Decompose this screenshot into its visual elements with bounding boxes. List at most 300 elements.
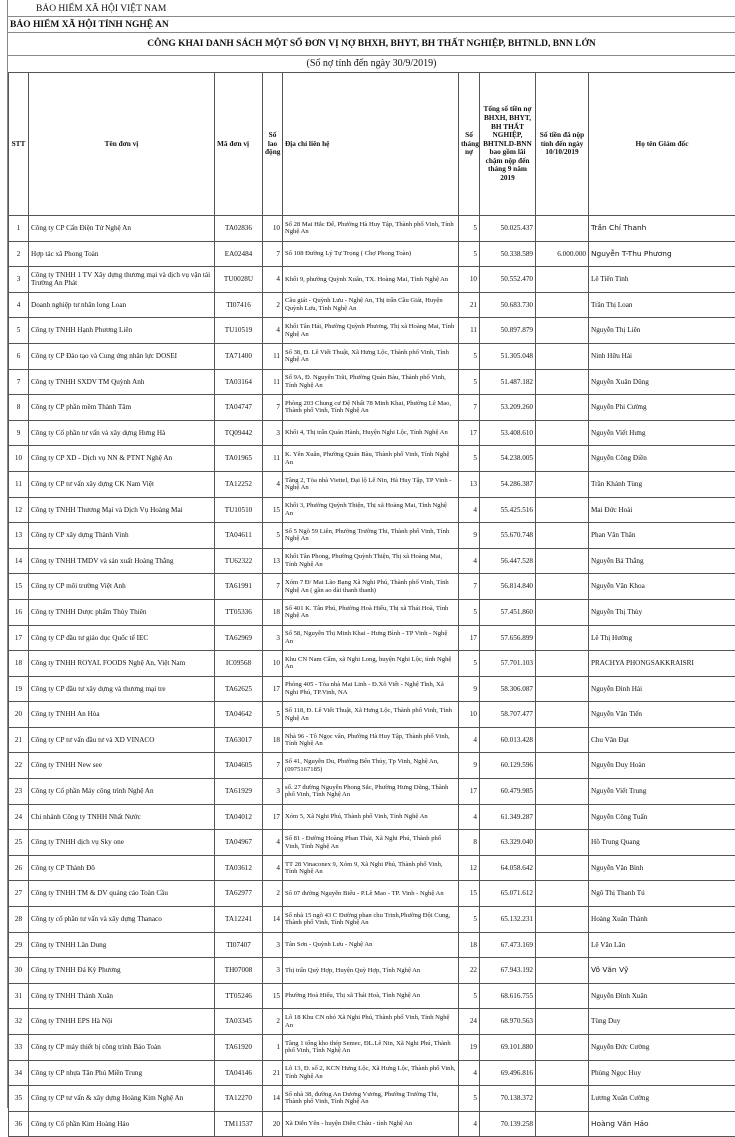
col-header-director: Họ tên Giám đốc xyxy=(589,73,735,216)
table-row xyxy=(9,1035,735,1061)
cell-name: Công ty CP môi trường Việt Anh xyxy=(29,574,215,600)
cell-name: Công ty TNHH EPS Hà Nội xyxy=(29,1009,215,1035)
cell-stt: 32 xyxy=(9,1009,29,1035)
col-header-address: Địa chỉ liên hệ xyxy=(283,73,459,216)
cell-total: 56.447.528 xyxy=(480,548,536,574)
cell-workers: 4 xyxy=(263,267,283,293)
cell-workers: 11 xyxy=(263,446,283,472)
cell-address[interactable]: Số 41, Nguyễn Du, Phường Bến Thủy, Tp Vinh, Nghệ An, (0975167185) xyxy=(283,753,459,779)
cell-code: TA02836 xyxy=(215,216,263,242)
cell-workers: 14 xyxy=(263,907,283,933)
org-line-2: BẢO HIỂM XÃ HỘI TỈNH NGHỆ AN xyxy=(8,17,735,33)
table-row xyxy=(9,1060,735,1086)
table-row xyxy=(9,1086,735,1112)
cell-stt: 11 xyxy=(9,471,29,497)
cell-name: Công ty Cổ phần tư vấn và xây dựng Hưng Hà xyxy=(29,420,215,446)
cell-name: Công ty CP tư vấn đầu tư và XD VINACO xyxy=(29,727,215,753)
cell-stt: 31 xyxy=(9,983,29,1009)
cell-total: 50.683.730 xyxy=(480,292,536,318)
cell-months: 8 xyxy=(459,830,480,856)
cell-address: Số 07 đường Nguyễn Biểu - P.Lê Mao - TP. Vinh - Nghệ An xyxy=(283,881,459,907)
table-row xyxy=(9,1009,735,1035)
cell-address: Tầng 2, Tòa nhà Viettel, Đại lộ Lê Nin, Hà Huy Tập, TP Vinh - Nghệ An xyxy=(283,471,459,497)
cell-stt: 23 xyxy=(9,779,29,805)
table-row xyxy=(9,983,735,1009)
cell-paid xyxy=(536,523,589,549)
cell-address: Khối Tân Phong, Phường Quỳnh Thiện, Thị xã Hoàng Mai, Tỉnh Nghệ An xyxy=(283,548,459,574)
cell-stt: 13 xyxy=(9,523,29,549)
cell-months: 4 xyxy=(459,727,480,753)
cell-paid xyxy=(536,548,589,574)
cell-paid xyxy=(536,574,589,600)
cell-director: Nguyễn Công Điền xyxy=(589,446,735,472)
debt-table xyxy=(8,72,735,1137)
cell-paid xyxy=(536,727,589,753)
cell-total: 68.970.563 xyxy=(480,1009,536,1035)
cell-code: TA12252 xyxy=(215,471,263,497)
cell-stt: 27 xyxy=(9,881,29,907)
cell-months: 5 xyxy=(459,446,480,472)
cell-total: 50.025.437 xyxy=(480,216,536,242)
cell-director: Lương Xuân Cường xyxy=(589,1086,735,1112)
cell-name: Công ty TNHH TMDV và sản xuất Hoàng Thắng xyxy=(29,548,215,574)
cell-total: 54.286.387 xyxy=(480,471,536,497)
cell-months: 17 xyxy=(459,420,480,446)
col-header-total: Tổng số tiền nợ BHXH, BHYT, BH THẤT NGHIỆP, BHTNLD-BNN bao gồm lãi chậm nộp đến tháng 9 năm 2019 xyxy=(480,73,536,216)
cell-code: TI07416 xyxy=(215,292,263,318)
cell-workers: 7 xyxy=(263,574,283,600)
cell-code: TT05246 xyxy=(215,983,263,1009)
cell-address: Số 38, Đ. Lê Viết Thuật, Xã Hưng Lộc, Thành phố Vinh, Tỉnh Nghệ An xyxy=(283,343,459,369)
cell-total: 51.305.048 xyxy=(480,343,536,369)
cell-director: Nguyễn Duy Hoàn xyxy=(589,753,735,779)
cell-total: 69.101.880 xyxy=(480,1035,536,1061)
table-row xyxy=(9,727,735,753)
cell-address: Số 58, Nguyễn Thị Minh Khai - Hưng Bình - TP Vinh - Nghệ An xyxy=(283,625,459,651)
cell-code: TA71400 xyxy=(215,343,263,369)
cell-stt: 4 xyxy=(9,292,29,318)
cell-address: Tầng 1 tổng kho thép Semec, ĐL.Lê Nin, Xã Nghi Phú, Thành phố Vinh, Tỉnh Nghệ An xyxy=(283,1035,459,1061)
table-row xyxy=(9,318,735,344)
cell-name: Công ty TNHH 1 TV Xây dựng thương mại và dịch vụ vận tải Trường An Phát xyxy=(29,267,215,293)
cell-address: Xã Diễn Yên - huyện Diễn Châu - tỉnh Nghệ An xyxy=(283,1111,459,1137)
cell-months: 15 xyxy=(459,881,480,907)
cell-name: Công ty TNHH New see xyxy=(29,753,215,779)
cell-name: Công ty TNHH Dược phẩm Thùy Thiên xyxy=(29,599,215,625)
cell-stt: 5 xyxy=(9,318,29,344)
table-row xyxy=(9,779,735,805)
cell-months: 5 xyxy=(459,983,480,1009)
col-header-workers: Số lao động xyxy=(263,73,283,216)
cell-stt: 10 xyxy=(9,446,29,472)
cell-code: EA02484 xyxy=(215,241,263,267)
cell-workers: 4 xyxy=(263,471,283,497)
cell-director: Mai Đức Hoài xyxy=(589,497,735,523)
cell-paid xyxy=(536,292,589,318)
cell-paid xyxy=(536,395,589,421)
cell-director: Lê Thị Hường xyxy=(589,625,735,651)
cell-months: 4 xyxy=(459,497,480,523)
cell-paid xyxy=(536,779,589,805)
cell-months: 5 xyxy=(459,1086,480,1112)
cell-workers: 18 xyxy=(263,599,283,625)
cell-address: Lô 13, Đ. số 2, KCN Hưng Lộc, Xã Hưng Lộc, Thành phố Vinh, Tỉnh Nghệ An xyxy=(283,1060,459,1086)
cell-months: 9 xyxy=(459,753,480,779)
cell-director: Ninh Hữu Hải xyxy=(589,343,735,369)
cell-months: 5 xyxy=(459,599,480,625)
cell-address: Số 28 Mai Hắc Đế, Phường Hà Huy Tập, Thành phố Vinh, Tỉnh Nghệ An xyxy=(283,216,459,242)
cell-workers: 3 xyxy=(263,420,283,446)
cell-workers: 1 xyxy=(263,1035,283,1061)
cell-total: 60.479.985 xyxy=(480,779,536,805)
cell-director: Nguyễn Đình Xuân xyxy=(589,983,735,1009)
cell-code: TA61991 xyxy=(215,574,263,600)
cell-address: Nhà 96 - Tô Ngọc vân, Phường Hà Huy Tập, Thành phố Vinh, Tỉnh Nghệ An xyxy=(283,727,459,753)
cell-code: TM11537 xyxy=(215,1111,263,1137)
cell-name: Hợp tác xã Phong Toàn xyxy=(29,241,215,267)
cell-name: Công ty CP tư vấn & xây dựng Hoàng Kim Nghệ An xyxy=(29,1086,215,1112)
cell-address: Khối Tân Hải, Phường Quỳnh Phương, Thị xã Hoàng Mai, Tỉnh Nghệ An xyxy=(283,318,459,344)
cell-paid xyxy=(536,958,589,984)
table-row xyxy=(9,804,735,830)
cell-director: Trần Chí Thanh xyxy=(589,216,735,242)
cell-workers: 10 xyxy=(263,216,283,242)
cell-workers: 10 xyxy=(263,651,283,677)
cell-paid xyxy=(536,1086,589,1112)
cell-name: Công ty cổ phần tư vấn và xây dựng Thanaco xyxy=(29,907,215,933)
table-row xyxy=(9,395,735,421)
cell-stt: 33 xyxy=(9,1035,29,1061)
cell-workers: 2 xyxy=(263,1009,283,1035)
table-row xyxy=(9,907,735,933)
table-row xyxy=(9,241,735,267)
cell-paid xyxy=(536,625,589,651)
cell-address: Lô 18 Khu CN nhỏ Xã Nghi Phú, Thành phố Vinh, Tỉnh Nghệ An xyxy=(283,1009,459,1035)
cell-code: TA62969 xyxy=(215,625,263,651)
cell-workers: 15 xyxy=(263,497,283,523)
table-row xyxy=(9,343,735,369)
cell-code: TA04642 xyxy=(215,702,263,728)
cell-director: Tùng Duy xyxy=(589,1009,735,1035)
cell-stt: 19 xyxy=(9,676,29,702)
cell-workers: 21 xyxy=(263,1060,283,1086)
cell-name: Chi nhánh Công ty TNHH Nhất Nước xyxy=(29,804,215,830)
document-title: CÔNG KHAI DANH SÁCH MỘT SỐ ĐƠN VỊ NỢ BHXH, BHYT, BH THẤT NGHIỆP, BHTNLD, BNN LỚN xyxy=(8,33,735,56)
cell-paid xyxy=(536,1060,589,1086)
cell-stt: 2 xyxy=(9,241,29,267)
cell-paid xyxy=(536,599,589,625)
cell-workers: 3 xyxy=(263,779,283,805)
cell-director: Lê Văn Lân xyxy=(589,932,735,958)
cell-name: Công ty CP nhựa Tân Phú Miền Trung xyxy=(29,1060,215,1086)
cell-name: Công ty TNHH ROYAL FOODS Nghệ An, Việt Nam xyxy=(29,651,215,677)
cell-months: 13 xyxy=(459,471,480,497)
cell-stt: 14 xyxy=(9,548,29,574)
table-row xyxy=(9,702,735,728)
table-header-row xyxy=(9,73,735,216)
cell-total: 60.129.596 xyxy=(480,753,536,779)
cell-total: 54.238.005 xyxy=(480,446,536,472)
cell-paid xyxy=(536,676,589,702)
cell-code: TA12270 xyxy=(215,1086,263,1112)
col-header-stt: STT xyxy=(9,73,29,216)
cell-name: Công ty CP xây dựng Thành Vinh xyxy=(29,523,215,549)
cell-months: 24 xyxy=(459,1009,480,1035)
cell-address: Số 81 - Đường Hoàng Phan Thái, Xã Nghi Phú, Thành phố Vinh, Tỉnh Nghệ An xyxy=(283,830,459,856)
cell-months: 7 xyxy=(459,574,480,600)
cell-months: 19 xyxy=(459,1035,480,1061)
cell-workers: 5 xyxy=(263,702,283,728)
table-row xyxy=(9,651,735,677)
cell-code: TA62625 xyxy=(215,676,263,702)
cell-workers: 3 xyxy=(263,932,283,958)
cell-paid xyxy=(536,343,589,369)
cell-code: TT05336 xyxy=(215,599,263,625)
cell-code: TA61920 xyxy=(215,1035,263,1061)
cell-total: 57.656.899 xyxy=(480,625,536,651)
cell-total: 67.473.169 xyxy=(480,932,536,958)
cell-workers: 7 xyxy=(263,753,283,779)
cell-director: Phùng Ngọc Huy xyxy=(589,1060,735,1086)
cell-total: 50.552.470 xyxy=(480,267,536,293)
cell-address: Khối 9, phường Quỳnh Xuân, TX. Hoàng Mai, Tỉnh Nghệ An xyxy=(283,267,459,293)
cell-months: 4 xyxy=(459,1111,480,1137)
cell-code: TA04605 xyxy=(215,753,263,779)
table-row xyxy=(9,881,735,907)
cell-address: Cầu giát - Quỳnh Lưu - Nghệ An, Thị trấn Cầu Giát, Huyện Quỳnh Lưu, Tỉnh Nghệ An xyxy=(283,292,459,318)
cell-director: PRACHYA PHONGSAKKRAISRI xyxy=(589,651,735,677)
cell-stt: 29 xyxy=(9,932,29,958)
cell-total: 55.670.748 xyxy=(480,523,536,549)
cell-name: Công ty CP tư vấn xây dựng CK Nam Việt xyxy=(29,471,215,497)
cell-stt: 1 xyxy=(9,216,29,242)
cell-director: Nguyễn Viết Trung xyxy=(589,779,735,805)
cell-paid xyxy=(536,216,589,242)
cell-address: Số 401 K. Tân Phú, Phường Hoà Hiếu, Thị xã Thái Hoà, Tỉnh Nghệ An xyxy=(283,599,459,625)
cell-code: TA03345 xyxy=(215,1009,263,1035)
cell-director: Nguyễn Văn Khoa xyxy=(589,574,735,600)
cell-total: 53.209.260 xyxy=(480,395,536,421)
cell-code: IC09568 xyxy=(215,651,263,677)
cell-total: 55.425.516 xyxy=(480,497,536,523)
cell-months: 4 xyxy=(459,804,480,830)
table-row xyxy=(9,292,735,318)
cell-name: Công ty TNHH An Hòa xyxy=(29,702,215,728)
cell-months: 21 xyxy=(459,292,480,318)
cell-months: 22 xyxy=(459,958,480,984)
cell-director: Trần Khánh Tùng xyxy=(589,471,735,497)
cell-total: 70.139.258 xyxy=(480,1111,536,1137)
cell-stt: 24 xyxy=(9,804,29,830)
cell-total: 50.338.589 xyxy=(480,241,536,267)
cell-code: TA04611 xyxy=(215,523,263,549)
cell-months: 5 xyxy=(459,369,480,395)
cell-stt: 36 xyxy=(9,1111,29,1137)
cell-paid xyxy=(536,446,589,472)
cell-stt: 30 xyxy=(9,958,29,984)
cell-code: TH07008 xyxy=(215,958,263,984)
cell-workers: 2 xyxy=(263,292,283,318)
table-row xyxy=(9,523,735,549)
cell-workers: 11 xyxy=(263,369,283,395)
table-row xyxy=(9,267,735,293)
cell-code: TA04747 xyxy=(215,395,263,421)
table-row xyxy=(9,548,735,574)
cell-total: 50.897.879 xyxy=(480,318,536,344)
table-row xyxy=(9,599,735,625)
cell-code: TQ09442 xyxy=(215,420,263,446)
cell-address: Phòng 405 - Tòa nhà Mai Linh - Đ.Xô Viết - Nghệ Tĩnh, Xã Nghi Phú, TP.Vinh, NA xyxy=(283,676,459,702)
cell-stt: 21 xyxy=(9,727,29,753)
cell-workers: 17 xyxy=(263,676,283,702)
cell-name: Doanh nghiệp tư nhân long Loan xyxy=(29,292,215,318)
table-row xyxy=(9,369,735,395)
cell-code: TU10510 xyxy=(215,497,263,523)
cell-total: 57.701.103 xyxy=(480,651,536,677)
cell-code: TA04967 xyxy=(215,830,263,856)
cell-paid xyxy=(536,907,589,933)
cell-total: 65.132.231 xyxy=(480,907,536,933)
cell-workers: 5 xyxy=(263,523,283,549)
cell-address: Số 5 Ngõ 59 Liên, Phường Trường Thi, Thành phố Vinh, Tỉnh Nghệ An xyxy=(283,523,459,549)
cell-stt: 8 xyxy=(9,395,29,421)
cell-workers: 14 xyxy=(263,1086,283,1112)
cell-director: Lê Tiến Tình xyxy=(589,267,735,293)
cell-workers: 13 xyxy=(263,548,283,574)
cell-code: TA12241 xyxy=(215,907,263,933)
cell-address: Tân Sơn - Quỳnh Lưu - Nghệ An xyxy=(283,932,459,958)
cell-paid xyxy=(536,471,589,497)
cell-paid xyxy=(536,497,589,523)
cell-workers: 2 xyxy=(263,881,283,907)
cell-code: TA03164 xyxy=(215,369,263,395)
cell-total: 64.058.642 xyxy=(480,855,536,881)
table-row xyxy=(9,1111,735,1137)
cell-total: 51.487.182 xyxy=(480,369,536,395)
cell-stt: 3 xyxy=(9,267,29,293)
cell-code: TA03612 xyxy=(215,855,263,881)
cell-director: Nguyễn Viết Hưng xyxy=(589,420,735,446)
cell-code: TU0028U xyxy=(215,267,263,293)
cell-name: Công ty TNHH Hạnh Phương Liên xyxy=(29,318,215,344)
cell-name: Công ty TNHH SXDV TM Quỳnh Anh xyxy=(29,369,215,395)
table-row xyxy=(9,625,735,651)
cell-name: Công ty CP Cấn Điện Tử Nghệ An xyxy=(29,216,215,242)
cell-name: Công ty CP đầu tư xây dựng và thương mại tre xyxy=(29,676,215,702)
table-row xyxy=(9,497,735,523)
cell-workers: 17 xyxy=(263,804,283,830)
table-row xyxy=(9,420,735,446)
cell-workers: 7 xyxy=(263,395,283,421)
cell-workers: 3 xyxy=(263,958,283,984)
cell-total: 58.306.087 xyxy=(480,676,536,702)
cell-months: 17 xyxy=(459,779,480,805)
cell-address: Số 118, Đ. Lê Viết Thuật, Xã Hưng Lộc, Thành phố Vinh, Tỉnh Nghệ An xyxy=(283,702,459,728)
cell-name: Công ty TNHH TM & DV quảng cáo Toàn Cầu xyxy=(29,881,215,907)
cell-address: Xóm 5, Xã Nghi Phú, Thành phố Vinh, Tỉnh Nghệ An xyxy=(283,804,459,830)
cell-stt: 18 xyxy=(9,651,29,677)
cell-months: 4 xyxy=(459,1060,480,1086)
table-row xyxy=(9,574,735,600)
cell-address: Thị trấn Quỳ Hợp, Huyện Quỳ Hợp, Tỉnh Nghệ An xyxy=(283,958,459,984)
cell-paid xyxy=(536,855,589,881)
cell-stt: 9 xyxy=(9,420,29,446)
cell-address: Khu CN Nam Cấm, xã Nghi Long, huyện Nghi Lộc, tỉnh Nghệ An xyxy=(283,651,459,677)
cell-months: 5 xyxy=(459,241,480,267)
cell-address: K. Yên Xuân, Phường Quán Bàu, Thành phố Vinh, Tỉnh Nghệ An xyxy=(283,446,459,472)
cell-months: 5 xyxy=(459,651,480,677)
cell-workers: 7 xyxy=(263,241,283,267)
cell-months: 9 xyxy=(459,523,480,549)
cell-director: Hồ Trung Quang xyxy=(589,830,735,856)
cell-paid xyxy=(536,267,589,293)
cell-months: 5 xyxy=(459,907,480,933)
cell-paid xyxy=(536,932,589,958)
cell-stt: 7 xyxy=(9,369,29,395)
cell-months: 12 xyxy=(459,855,480,881)
cell-director: Ngô Thị Thanh Tú xyxy=(589,881,735,907)
table-row xyxy=(9,676,735,702)
cell-paid xyxy=(536,881,589,907)
cell-stt: 26 xyxy=(9,855,29,881)
cell-code: TA04012 xyxy=(215,804,263,830)
cell-paid xyxy=(536,318,589,344)
cell-name: Công ty TNHH Thương Mại và Dịch Vụ Hoàng Mai xyxy=(29,497,215,523)
cell-months: 7 xyxy=(459,395,480,421)
cell-code: TA04146 xyxy=(215,1060,263,1086)
cell-stt: 12 xyxy=(9,497,29,523)
cell-director: Hoàng Xuân Thành xyxy=(589,907,735,933)
cell-paid xyxy=(536,702,589,728)
cell-director: Nguyễn Đức Cường xyxy=(589,1035,735,1061)
cell-code: TU10519 xyxy=(215,318,263,344)
cell-name: Công ty CP máy thiết bị công trình Bảo Toàn xyxy=(29,1035,215,1061)
org-line-1: BẢO HIỂM XÃ HỘI VIỆT NAM xyxy=(8,2,735,17)
cell-name: Công ty CP XD - Dịch vụ NN & PTNT Nghệ An xyxy=(29,446,215,472)
col-header-paid: Số tiền đã nộp tính đến ngày 10/10/2019 xyxy=(536,73,589,216)
cell-months: 17 xyxy=(459,625,480,651)
cell-director: Nguyễn Công Tuấn xyxy=(589,804,735,830)
cell-stt: 17 xyxy=(9,625,29,651)
col-header-months: Số tháng nợ xyxy=(459,73,480,216)
table-row xyxy=(9,855,735,881)
table-row xyxy=(9,830,735,856)
cell-name: Công ty TNHH Đá Kỳ Phương xyxy=(29,958,215,984)
cell-director: Nguyễn Thị Thùy xyxy=(589,599,735,625)
cell-paid xyxy=(536,1111,589,1137)
cell-paid xyxy=(536,804,589,830)
cell-address: Phường Hoà Hiếu, Thị xã Thái Hoà, Tỉnh Nghệ An xyxy=(283,983,459,1009)
cell-paid xyxy=(536,753,589,779)
cell-code: TA01965 xyxy=(215,446,263,472)
cell-paid xyxy=(536,1009,589,1035)
cell-code: TA63017 xyxy=(215,727,263,753)
table-row xyxy=(9,471,735,497)
cell-months: 5 xyxy=(459,343,480,369)
cell-total: 53.408.610 xyxy=(480,420,536,446)
cell-total: 58.707.477 xyxy=(480,702,536,728)
cell-paid xyxy=(536,830,589,856)
cell-months: 9 xyxy=(459,676,480,702)
cell-workers: 15 xyxy=(263,983,283,1009)
table-row xyxy=(9,216,735,242)
cell-stt: 6 xyxy=(9,343,29,369)
cell-code: TI07407 xyxy=(215,932,263,958)
cell-director: Nguyễn Văn Bình xyxy=(589,855,735,881)
cell-months: 4 xyxy=(459,548,480,574)
cell-total: 67.943.192 xyxy=(480,958,536,984)
cell-months: 5 xyxy=(459,216,480,242)
